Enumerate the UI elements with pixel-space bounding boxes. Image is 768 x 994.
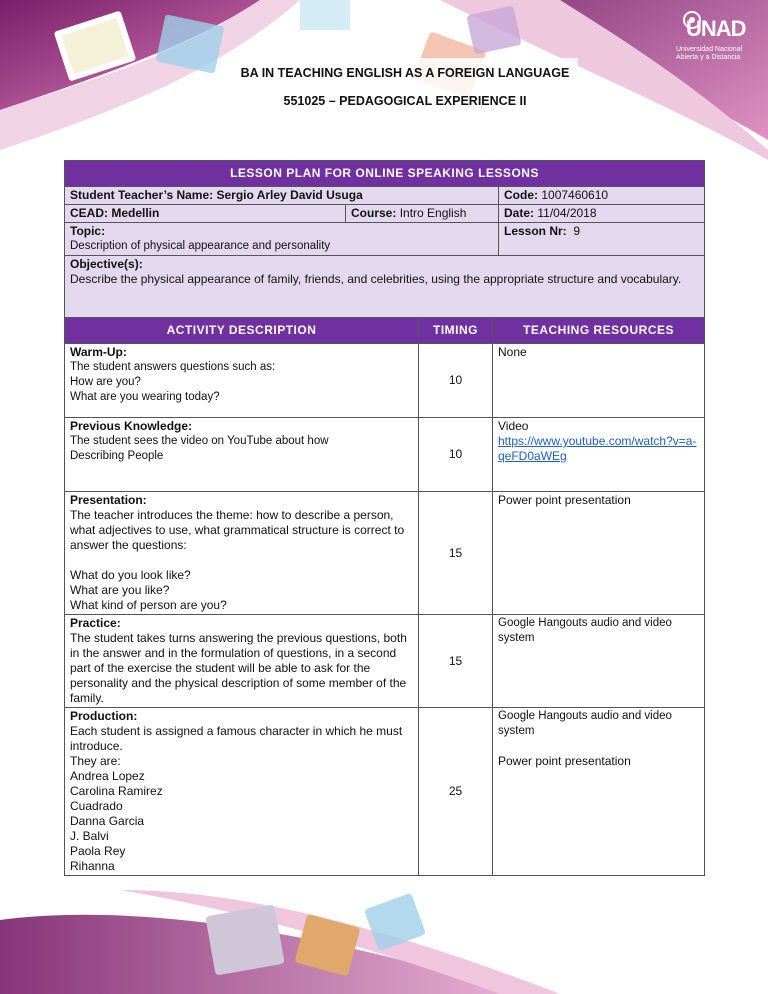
activity-timing: 10 xyxy=(419,344,493,418)
resource-item: Power point presentation xyxy=(498,754,631,768)
activity-line: Cuadrado xyxy=(70,799,123,813)
program-title: BA IN TEACHING ENGLISH AS A FOREIGN LANGUAGE xyxy=(240,66,570,80)
activity-row xyxy=(65,492,705,615)
activity-timing: 15 xyxy=(419,492,493,615)
activity-line: Andrea Lopez xyxy=(70,769,145,783)
logo-subtitle xyxy=(676,46,766,62)
code-value: 1007460610 xyxy=(541,188,609,202)
resource-item: Video xyxy=(498,419,529,433)
activity-title: Presentation: xyxy=(70,493,147,507)
activity-title: Production: xyxy=(70,709,138,723)
logo-subtitle-line-1: Universidad Nacional xyxy=(676,46,743,53)
activity-title: Practice: xyxy=(70,616,121,630)
activity-text: The student takes turns answering the previous questions, both in the answer and in the formulation of questions, in a second part of the exercise the student will be able to ask for the personality and the physical description of some member of the family. xyxy=(70,631,407,705)
topic-cell xyxy=(65,223,499,256)
activity-timing: 10 xyxy=(419,418,493,492)
objective-value: Describe the physical appearance of family, friends, and celebrities, using the appropriate structure and vocabulary. xyxy=(70,272,682,286)
activity-row xyxy=(65,344,705,418)
lesson-value: 9 xyxy=(573,224,581,238)
activity-resources xyxy=(493,344,705,418)
activity-description xyxy=(65,615,419,708)
code-label: Code: xyxy=(504,188,538,202)
activity-resources xyxy=(493,708,705,876)
activity-line: How are you? xyxy=(70,376,141,388)
activity-line: J. Balvi xyxy=(70,829,109,843)
activity-description xyxy=(65,492,419,615)
logo-subtitle-line-2: Abierta y a Distancia xyxy=(676,54,741,61)
objective-cell xyxy=(65,256,705,318)
course-label: Course: xyxy=(351,206,397,220)
activity-line: The student sees the video on YouTube about how xyxy=(70,435,329,447)
course-value: Intro English xyxy=(399,206,467,220)
activity-resources xyxy=(493,615,705,708)
topic-value: Description of physical appearance and personality xyxy=(70,240,331,252)
lesson-plan-title: LESSON PLAN FOR ONLINE SPEAKING LESSONS xyxy=(65,161,705,187)
resource-item: Google Hangouts audio and video system xyxy=(498,710,672,737)
course-cell xyxy=(346,205,499,223)
activity-line: The student answers questions such as: xyxy=(70,361,276,373)
activity-description xyxy=(65,708,419,876)
activity-line: Rihanna xyxy=(70,859,115,873)
objective-label: Objective(s): xyxy=(70,257,143,271)
activity-description xyxy=(65,418,419,492)
activity-timing: 15 xyxy=(419,615,493,708)
activity-row xyxy=(65,615,705,708)
activity-title: Previous Knowledge: xyxy=(70,419,193,433)
activity-description xyxy=(65,344,419,418)
activity-row xyxy=(65,418,705,492)
topic-label: Topic: xyxy=(70,224,106,238)
column-header-timing: TIMING xyxy=(419,318,493,344)
student-teacher-name: Student Teacher’s Name: Sergio Arley David Usuga xyxy=(65,187,499,205)
logo-text: UNAD xyxy=(686,16,746,41)
lesson-number-cell xyxy=(499,223,705,256)
activity-title: Warm-Up: xyxy=(70,345,127,359)
activity-text: Each student is assigned a famous character in which he must introduce. xyxy=(70,724,403,753)
course-title: 551025 – PEDAGOGICAL EXPERIENCE II xyxy=(283,94,527,108)
lesson-plan-table xyxy=(64,160,705,876)
activity-line: What are you wearing today? xyxy=(70,391,220,403)
activity-row xyxy=(65,708,705,876)
activity-timing: 25 xyxy=(419,708,493,876)
activity-resources xyxy=(493,492,705,615)
date-label: Date: xyxy=(504,206,535,220)
activity-text: The teacher introduces the theme: how to describe a person, what adjectives to use, what grammatical structure is correct to answer the questions: xyxy=(70,508,405,552)
activity-line: They are: xyxy=(70,754,121,768)
resource-item: Google Hangouts audio and video system xyxy=(498,617,672,644)
activity-line: What do you look like? xyxy=(70,568,191,582)
cead-cell: CEAD: Medellin xyxy=(65,205,346,223)
lesson-label: Lesson Nr: xyxy=(504,224,567,238)
column-header-resources: TEACHING RESOURCES xyxy=(493,318,705,344)
date-value: 11/04/2018 xyxy=(537,206,597,220)
activity-line: What are you like? xyxy=(70,583,170,597)
activity-line: Paola Rey xyxy=(70,844,126,858)
resource-item: Power point presentation xyxy=(498,493,631,507)
footer-banner-art xyxy=(0,880,768,994)
date-cell xyxy=(499,205,705,223)
activity-line: Carolina Ramirez xyxy=(70,784,163,798)
activity-resources xyxy=(493,418,705,492)
activity-line: Describing People xyxy=(70,450,164,462)
youtube-video-link[interactable]: https://www.youtube.com/watch?v=a-qeFD0aWEg xyxy=(498,434,697,463)
resource-item: None xyxy=(498,345,527,359)
column-header-activity: ACTIVITY DESCRIPTION xyxy=(65,318,419,344)
activity-line: What kind of person are you? xyxy=(70,598,227,612)
code-cell xyxy=(499,187,705,205)
activity-line: Danna Garcia xyxy=(70,814,145,828)
